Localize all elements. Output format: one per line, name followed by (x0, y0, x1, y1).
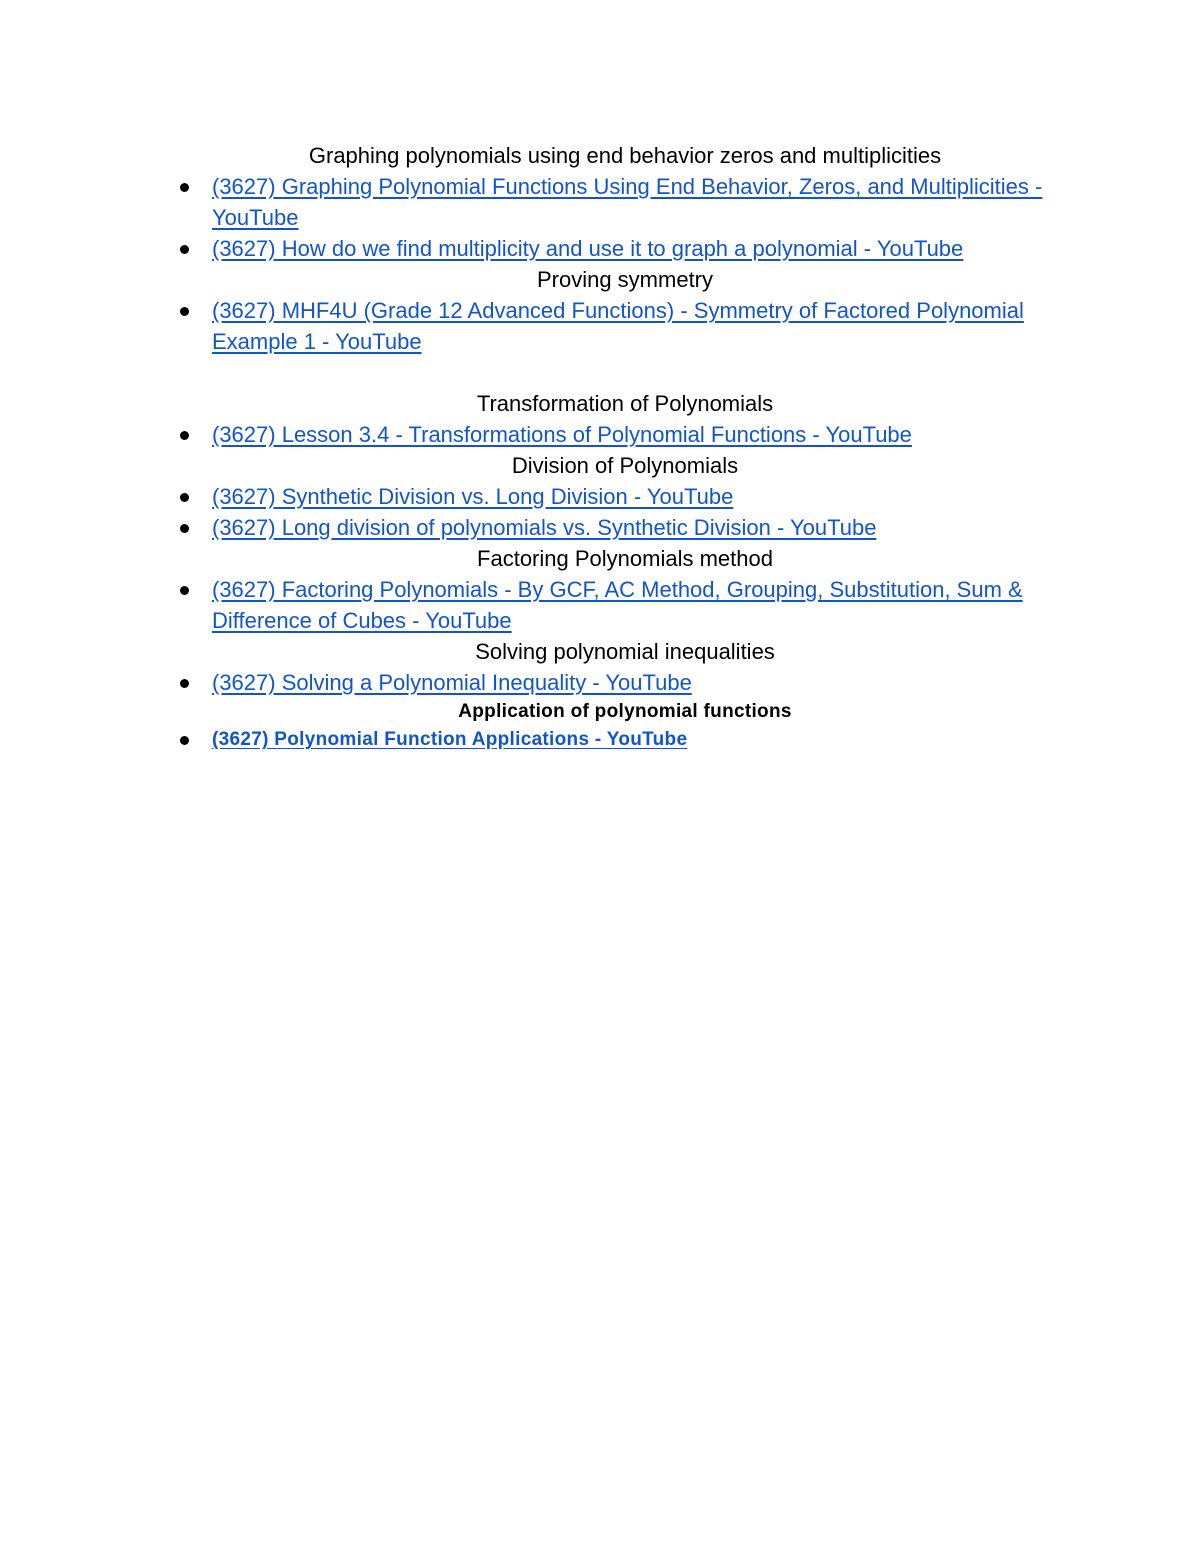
bullet-icon (180, 431, 189, 440)
bullet-icon (180, 307, 189, 316)
bullet-icon (180, 245, 189, 254)
list-item (175, 481, 1075, 512)
link-synthetic-vs-long[interactable]: (3627) Synthetic Division vs. Long Division - YouTube (212, 484, 734, 509)
link-function-applications[interactable]: (3627) Polynomial Function Applications - YouTube (212, 729, 688, 750)
bullet-icon (180, 586, 189, 595)
section-heading-applications: Application of polynomial functions (458, 701, 792, 722)
link-long-vs-synthetic[interactable]: (3627) Long division of polynomials vs. Synthetic Division - YouTube (212, 515, 877, 540)
bullet-icon (180, 524, 189, 533)
link-list-division (175, 481, 1075, 543)
link-graphing-end-behavior[interactable]: (3627) Graphing Polynomial Functions Using End Behavior, Zeros, and Multiplicities - YouTube (212, 174, 1043, 230)
list-item (175, 667, 1075, 698)
blank-line (175, 357, 1075, 388)
link-list-graphing (175, 171, 1075, 264)
section-heading-symmetry: Proving symmetry (536, 267, 714, 292)
link-polynomial-inequality[interactable]: (3627) Solving a Polynomial Inequality - YouTube (212, 670, 692, 695)
bullet-icon (180, 679, 189, 688)
link-symmetry-factored[interactable]: (3627) MHF4U (Grade 12 Advanced Functions) - Symmetry of Factored Polynomial Example 1 - YouTube (212, 298, 1024, 354)
document-content (175, 140, 1075, 754)
bullet-icon (180, 736, 189, 745)
link-list-transformation (175, 419, 1075, 450)
link-list-applications (175, 726, 1075, 754)
section-heading-division: Division of Polynomials (511, 453, 739, 478)
section-heading-inequalities: Solving polynomial inequalities (475, 639, 775, 664)
list-item (175, 574, 1075, 636)
link-list-factoring (175, 574, 1075, 636)
bullet-icon (180, 493, 189, 502)
bullet-icon (180, 183, 189, 192)
link-list-symmetry (175, 295, 1075, 357)
list-item (175, 233, 1075, 264)
link-find-multiplicity[interactable]: (3627) How do we find multiplicity and use it to graph a polynomial - YouTube (212, 236, 964, 261)
section-heading-graphing: Graphing polynomials using end behavior zeros and multiplicities (308, 143, 942, 168)
section-heading-transformation: Transformation of Polynomials (476, 391, 774, 416)
list-item (175, 512, 1075, 543)
list-item (175, 171, 1075, 233)
section-heading-factoring: Factoring Polynomials method (477, 546, 773, 571)
link-transformations-lesson[interactable]: (3627) Lesson 3.4 - Transformations of Polynomial Functions - YouTube (212, 422, 912, 447)
link-factoring-polynomials[interactable]: (3627) Factoring Polynomials - By GCF, AC Method, Grouping, Substitution, Sum & Difference of Cubes - YouTube (212, 577, 1023, 633)
list-item (175, 726, 1075, 754)
link-list-inequalities (175, 667, 1075, 698)
list-item (175, 295, 1075, 357)
list-item (175, 419, 1075, 450)
